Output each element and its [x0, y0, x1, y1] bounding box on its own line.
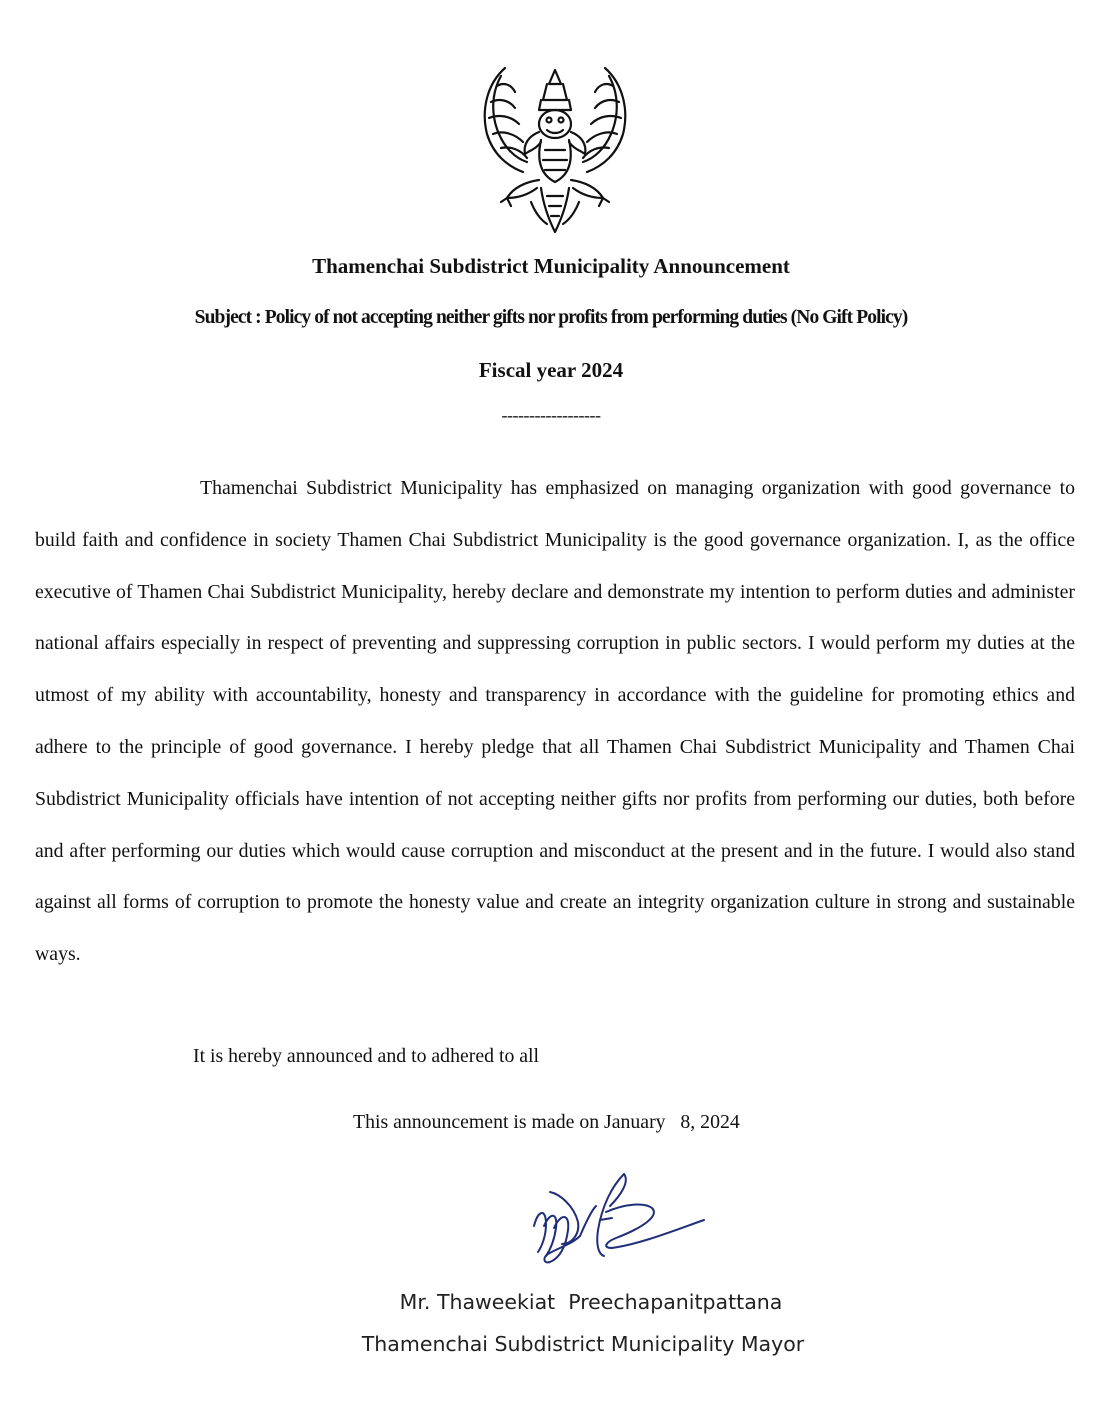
announcement-body: Thamenchai Subdistrict Municipality has emphasized on managing organization with good governance to build faith and confidence in society Thamen Chai Subdistrict Municipality is the good governance organization. I, as the office executive of Thamen Chai Subdistrict Municipality, hereby declare and demonstrate my intention to perform duties and administer national affairs especially in respect of preventing and suppressing corruption in public sectors. I would perform my duties at the utmost of my ability with accountability, honesty and transparency in accordance with the guideline for promoting ethics and adhere to the principle of good governance. I hereby pledge that all Thamen Chai Subdistrict Municipality and Thamen Chai Subdistrict Municipality officials have intention of not accepting neither gifts nor profits from performing our duties, both before and after performing our duties which would cause corruption and misconduct at the present and in the future. I would also stand against all forms of corruption to promote the honesty value and create an integrity organization culture in strong and sustainable ways. [35, 477, 1075, 966]
signer-position: Thamenchai Subdistrict Municipality Mayor [361, 1332, 805, 1356]
fiscal-year: Fiscal year 2024 [478, 358, 624, 382]
announcement-subject: Subject : Policy of not accepting neither gifts nor profits from performing duties (No Gift Policy) [194, 307, 908, 328]
divider-line: ------------------ [501, 405, 601, 425]
announcement-date: This announcement is made on January 8, 2024 [353, 1111, 740, 1133]
announcement-title: Thamenchai Subdistrict Municipality Announcement [312, 254, 790, 278]
closing-statement: It is hereby announced and to adhered to all [193, 1045, 540, 1067]
handwritten-signature-icon [520, 1166, 710, 1278]
garuda-emblem-icon [477, 62, 633, 238]
signer-name: Mr. Thaweekiat Preechapanitpattana [399, 1290, 783, 1314]
